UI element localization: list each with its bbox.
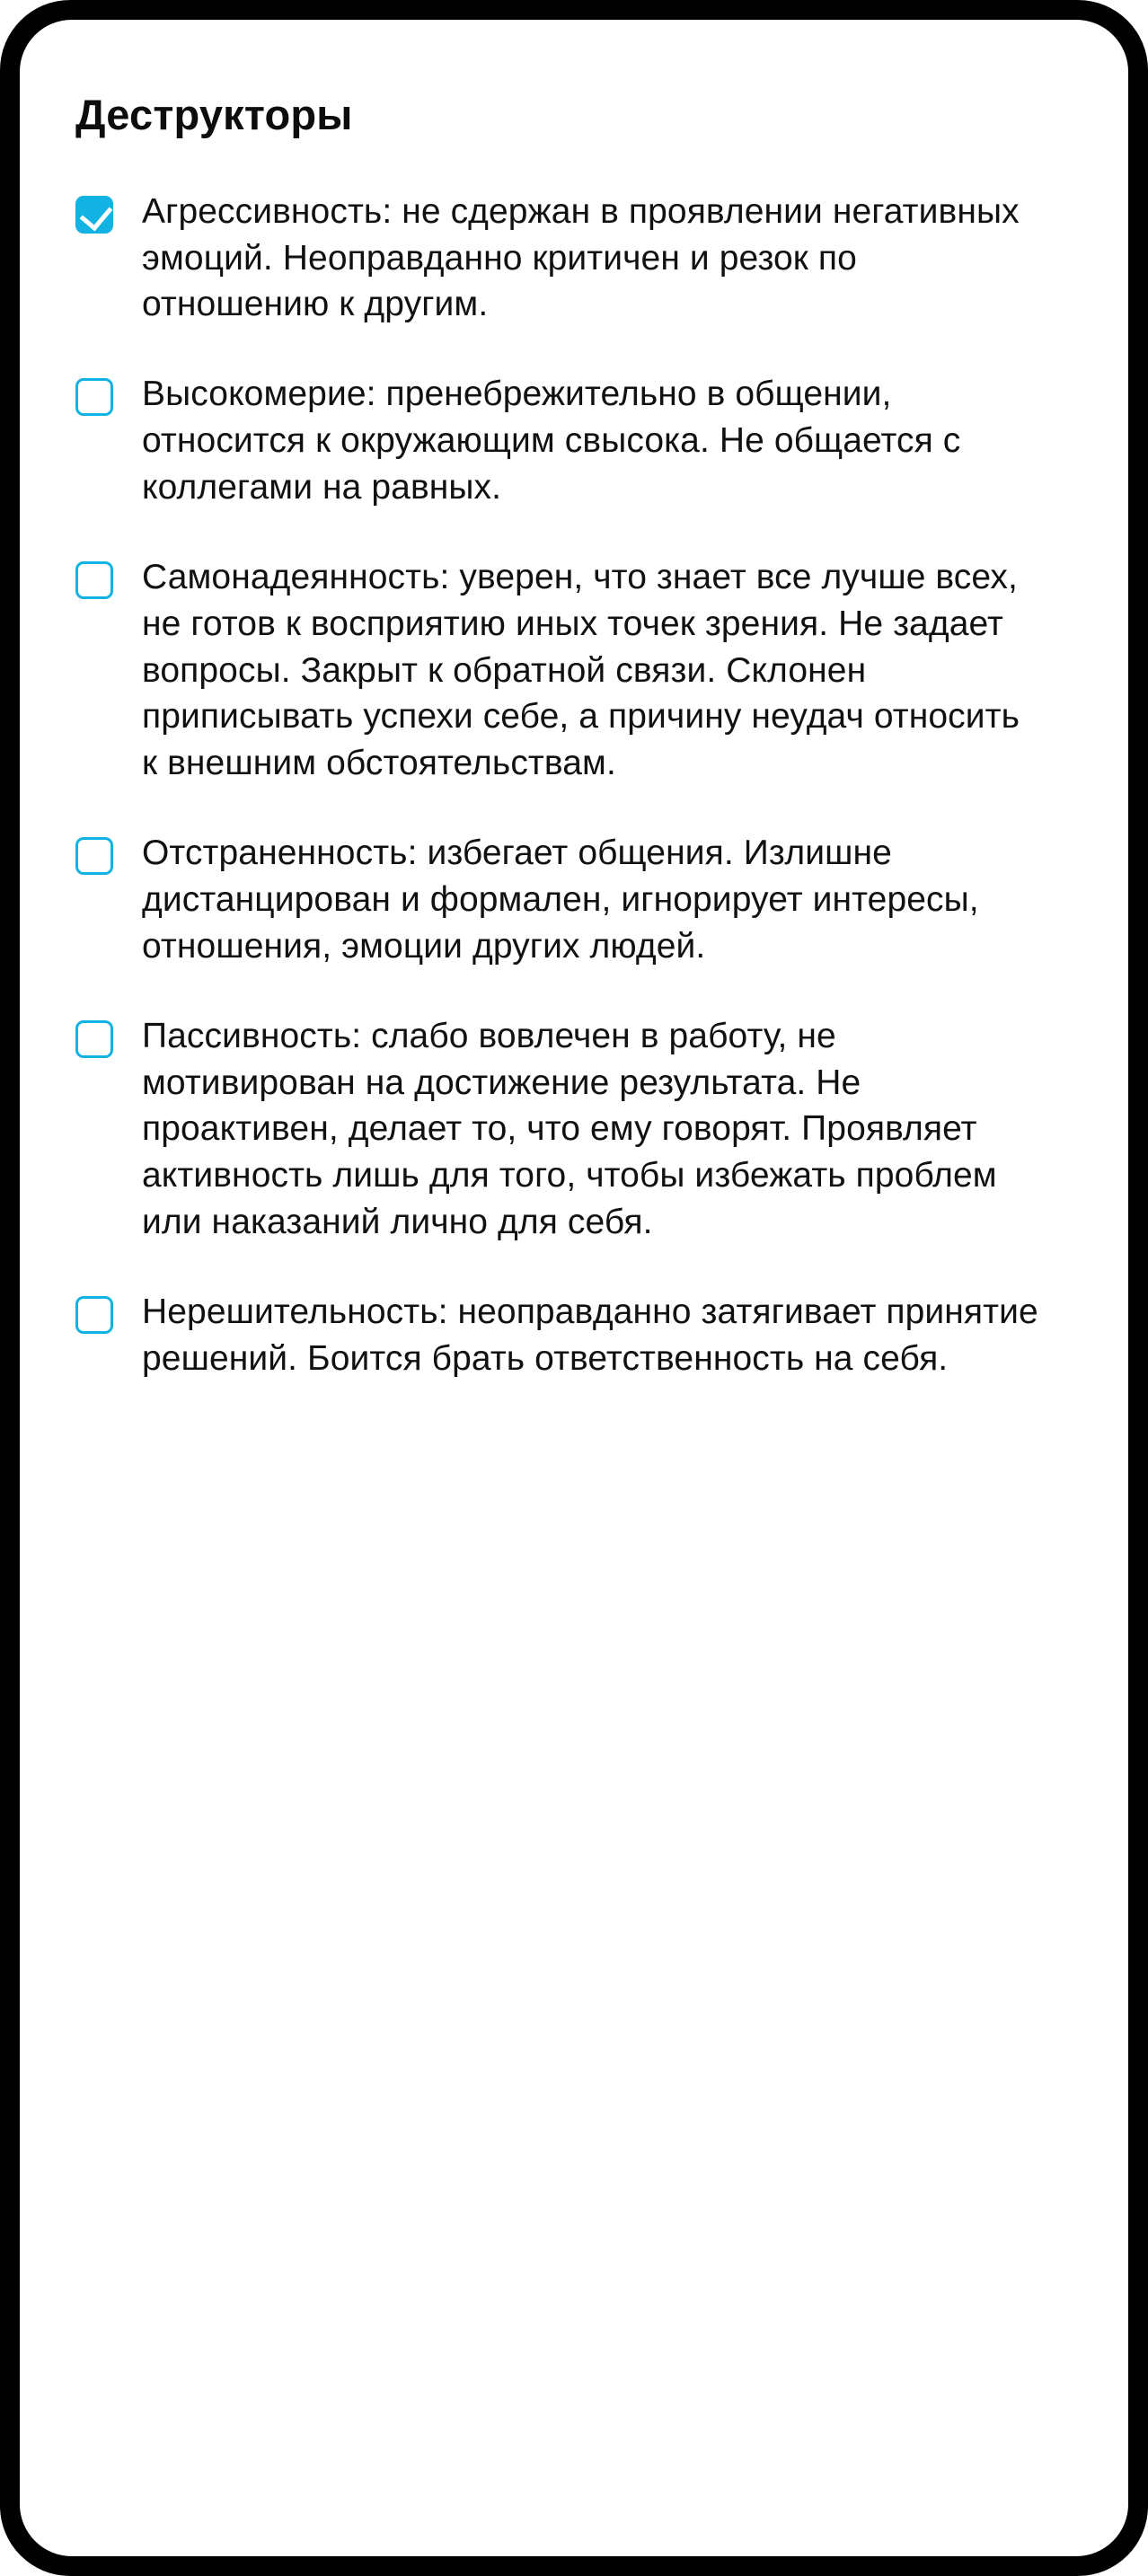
- list-item-label: Высокомерие: пренебрежительно в общении, относится к окружающим свысока. Не общается с коллегами на равных.: [142, 375, 961, 507]
- checkbox-detachment[interactable]: [75, 837, 113, 875]
- destructors-checklist: [75, 189, 1078, 1382]
- checkbox-passivity[interactable]: [75, 1020, 113, 1058]
- list-item-label: Пассивность: слабо вовлечен в работу, не мотивирован на достижение результата. Не проактивен, делает то, что ему говорят. Проявляет активность лишь для того, чтобы избежать проблем или наказаний лично для себя.: [142, 1016, 997, 1242]
- list-item-label: Агрессивность: не сдержан в проявлении негативных эмоций. Неоправданно критичен и резок по отношению к другим.: [142, 191, 1020, 324]
- survey-content: [20, 20, 1128, 1382]
- list-item[interactable]: [75, 830, 1078, 970]
- check-icon: [80, 197, 113, 231]
- checkbox-indecisiveness[interactable]: [75, 1296, 113, 1334]
- list-item-label: Отстраненность: избегает общения. Излишне дистанцирован и формален, игнорирует интересы, отношения, эмоции других людей.: [142, 834, 979, 966]
- list-item[interactable]: [75, 189, 1078, 329]
- list-item[interactable]: [75, 554, 1078, 787]
- list-item[interactable]: [75, 1013, 1078, 1246]
- list-item[interactable]: [75, 1289, 1078, 1382]
- page-title: Деструкторы: [75, 91, 353, 138]
- checkbox-overconfidence[interactable]: [75, 561, 113, 599]
- checkbox-aggressiveness[interactable]: [75, 196, 113, 234]
- checkbox-arrogance[interactable]: [75, 378, 113, 416]
- phone-screen: [20, 20, 1128, 2556]
- list-item[interactable]: [75, 371, 1078, 511]
- list-item-label: Самонадеянность: уверен, что знает все лучше всех, не готов к восприятию иных точек зрения. Не задает вопросы. Закрыт к обратной связи. Склонен приписывать успехи себе, а причину неудач относить к внешним обстоятельствам.: [142, 557, 1020, 783]
- list-item-label: Нерешительность: неоправданно затягивает принятие решений. Боится брать ответственность на себя.: [142, 1292, 1038, 1378]
